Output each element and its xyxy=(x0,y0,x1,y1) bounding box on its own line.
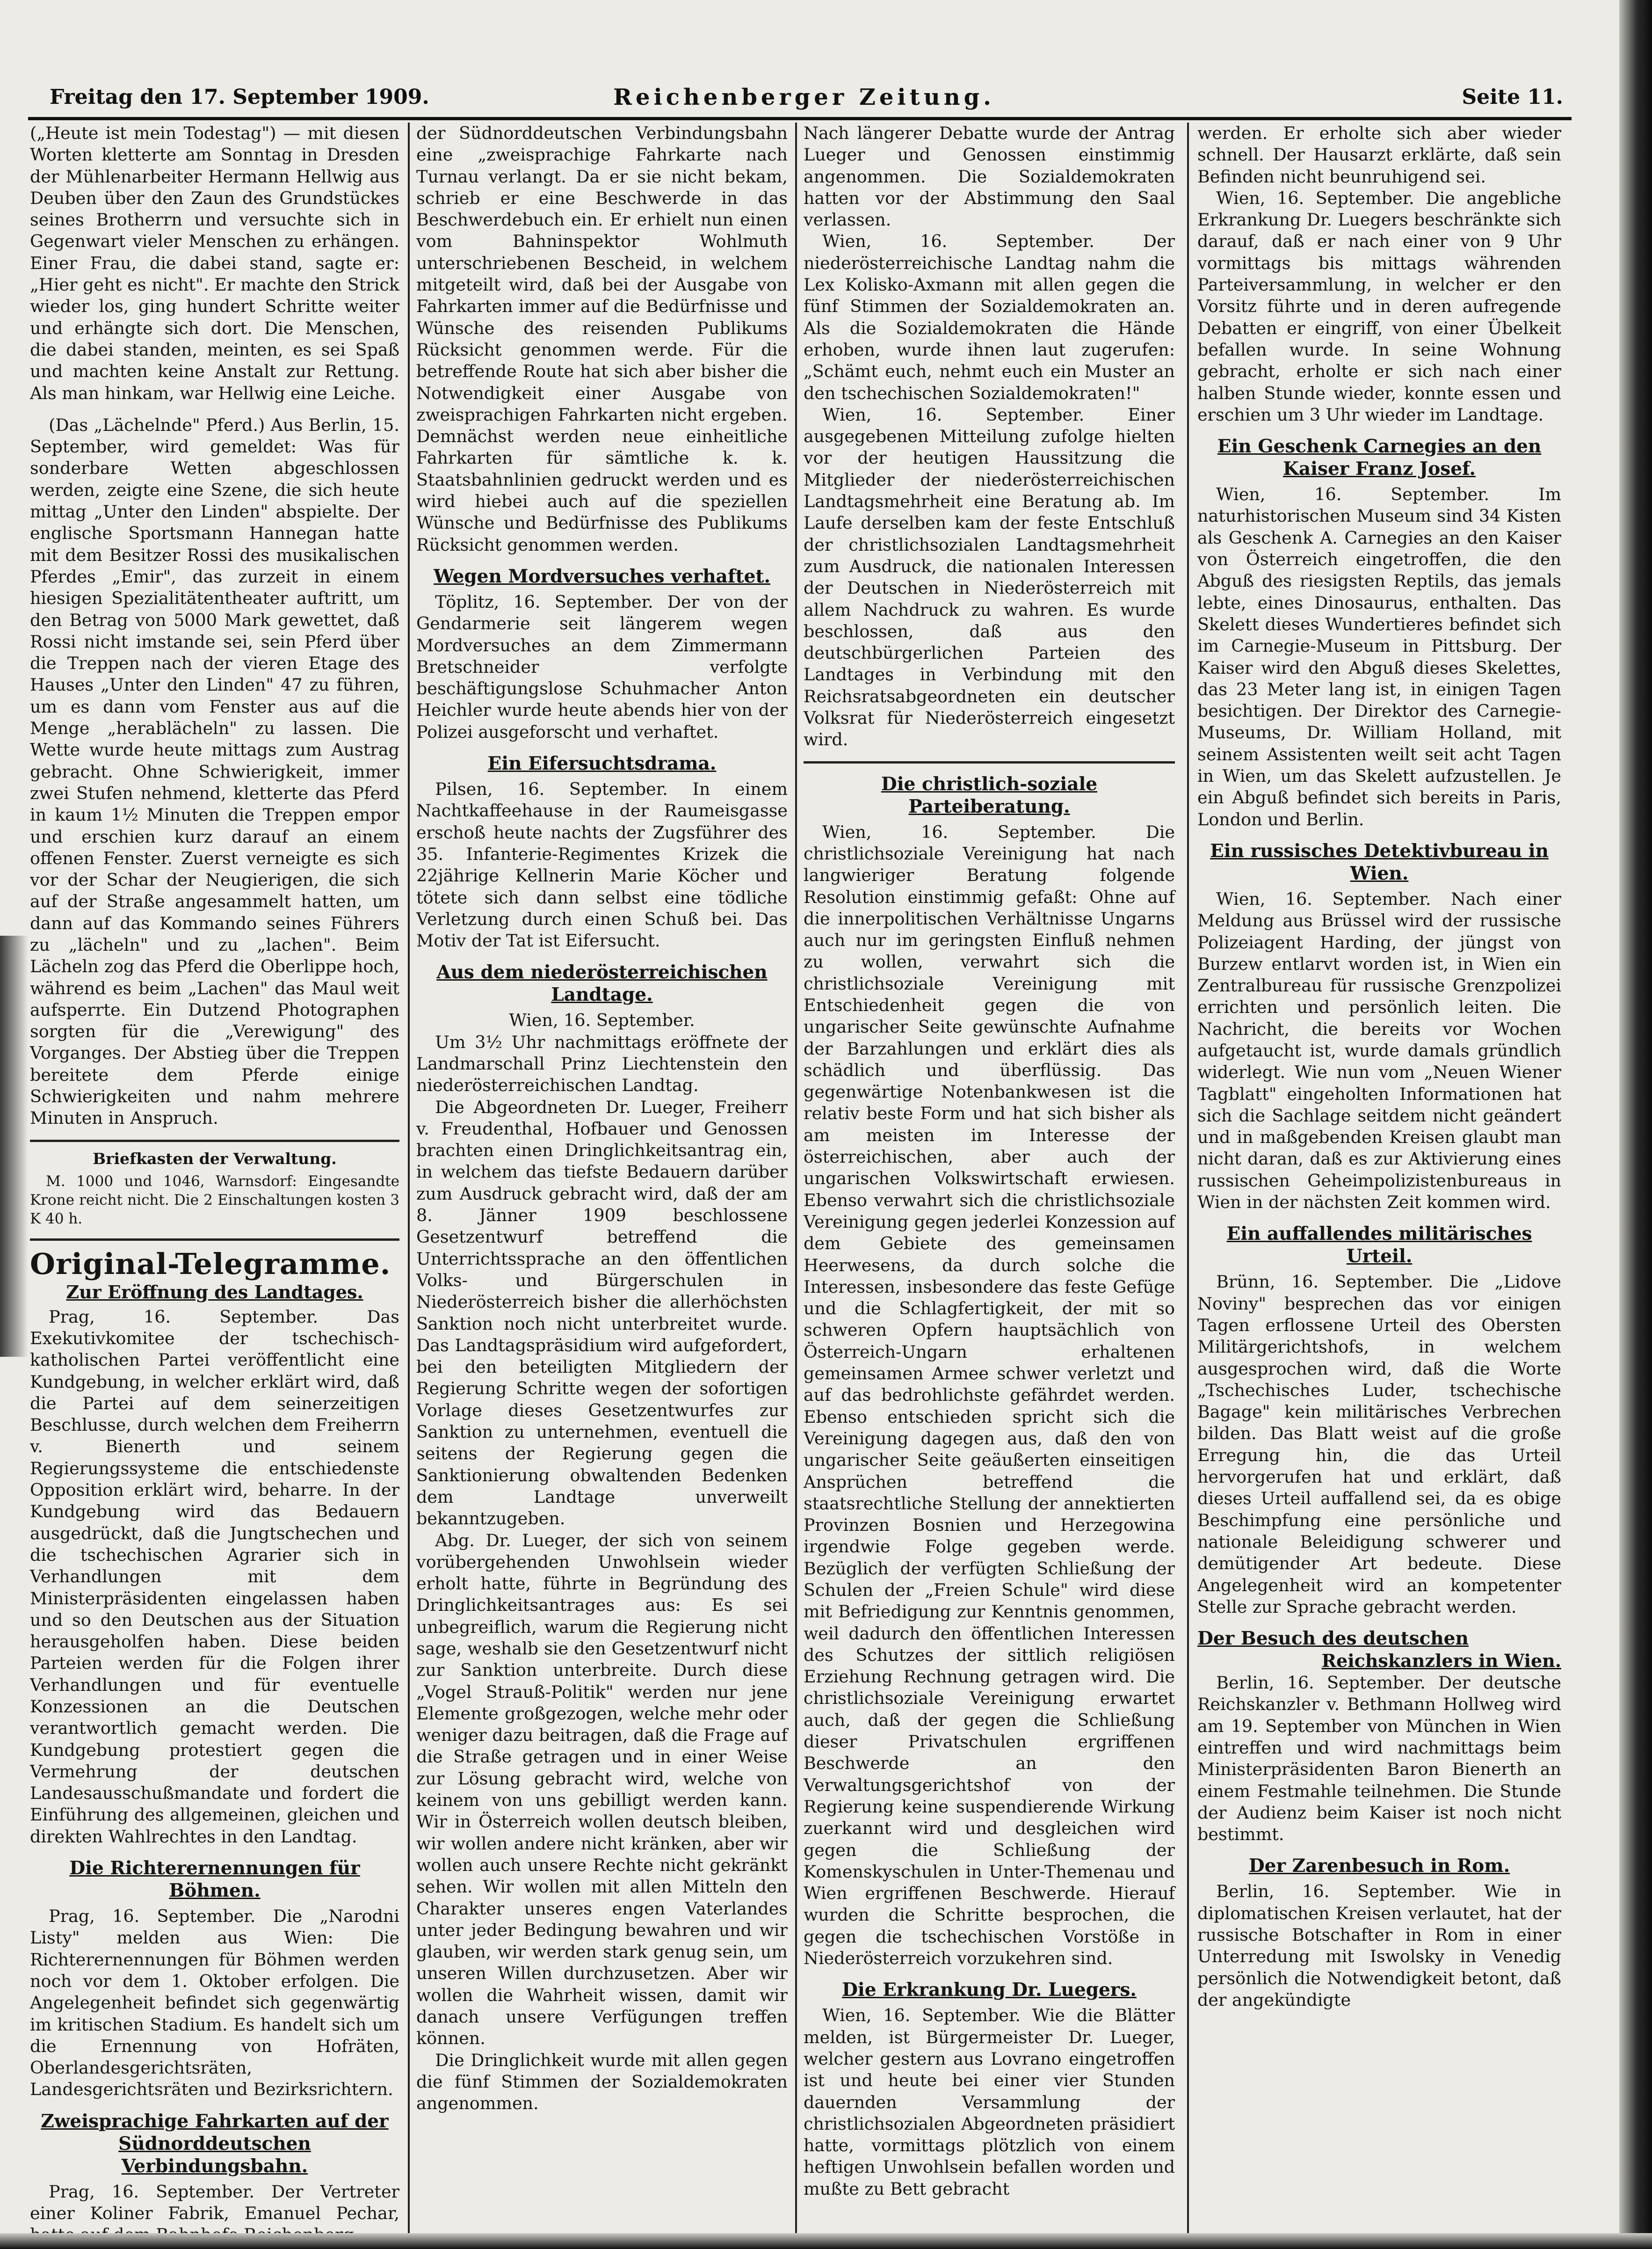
masthead-date: Freitag den 17. September 1909. xyxy=(50,85,429,109)
section-rule xyxy=(804,761,1175,764)
heading-carnegie: Ein Geschenk Carnegies an den Kaiser Franz Josef. xyxy=(1217,436,1542,480)
article-fahrkarten: Prag, 16. September. Der Vertreter einer Koliner Fabrik, Emanuel Pechar, xyxy=(30,2181,399,2224)
masthead-title: Reichenberger Zeitung. xyxy=(613,84,995,110)
article-zarenbesuch: Berlin, 16. September. Wie in diplomatischen Kreisen verlautet, hat der russische Botschafter in Rom in einer Unterredung mit Iswolsky in Venedig persönlich die Notwendigkeit betont, daß der angekündigte xyxy=(1197,1881,1561,2010)
heading-mordversuch: Wegen Mordversuches verhaftet. xyxy=(433,565,771,587)
article-detektivbureau: Wien, 16. September. Nach einer Meldung aus Brüssel wird der russische Polizeiagent Harding, der jüngst von Burzew entlarvt worden ist, in Wien ein Zentralbureau für russische Grenzpolizei errichten und persönlich leiten. Die Nachricht, die bereits vor Wochen aufgetaucht ist, wurde damals gründlich widerlegt. Wie nun vom „Neuen Wiener Tagblatt" eingeholten Informationen hat sich die Sachlage seitdem nicht geändert und in maßgebenden Kreisen glaubt man nicht daran, daß es zur Aktivierung eines russischen Geheimpolizistenbureaus in Wien in der nächsten Zeit kommen wird. xyxy=(1197,888,1561,1213)
heading-landtag-eroeffnung: Zur Eröffnung des Landtages. xyxy=(66,1281,363,1303)
notice-text: M. 1000 und 1046, Warnsdorf: Eingesandte Krone reicht nicht. Die 2 Einschaltungen kosten 3 K 40 h. xyxy=(30,1172,399,1227)
heading-reichskanzler-line2: Reichskanzlers in Wien. xyxy=(1321,1650,1561,1672)
article-lex-kolisko: Wien, 16. September. Der niederösterreichische Landtag nahm die Lex Kolisko-Axmann mit allen gegen die fünf Stimmen der Sozialdemokraten an. Als die Sozialdemokraten die Hände erhoben, wurde ihnen laut zugerufen: „Schämt euch, nehmt euch ein Muster an den tschechischen Sozialdemokraten!" xyxy=(804,231,1175,403)
scan-edge xyxy=(0,2233,1652,2249)
heading-detektivbureau: Ein russisches Detektivbureau in Wien. xyxy=(1210,840,1549,884)
article-richterernennungen: Prag, 16. September. Die „Narodni Listy" melden aus Wien: Die Richterernennungen für Böhmen werden noch vor dem 1. Oktober erfolgen. Die Angelegenheit befindet sich gegenwärtig im kritischen Stadium. Es handelt sich um die Ernennung von Hofräten, Oberlandesgerichtsräten, Landesgerichtsräten und Bezirksrichtern. xyxy=(30,1906,399,2100)
masthead-rule xyxy=(28,117,1572,120)
article-reichskanzler: Berlin, 16. September. Der deutsche Reichskanzler v. Bethmann Hollweg wird am 19. September von München in Wien eintreffen und wird nachmittags beim Ministerpräsidenten Baron Bienerth an einem Festmahle teilnehmen. Die Stunde der Audienz beim Kaiser ist noch nicht bestimmt. xyxy=(1197,1673,1561,1845)
article-landtag-cont: Nach längerer Debatte wurde der Antrag Lueger und Genossen einstimmig angenommen. Die Sozialdemokraten hatten vor der Abstimmung den Saal verlassen. xyxy=(804,123,1175,230)
article-landtag-p3: Abg. Dr. Lueger, der sich von seinem vorübergehenden Unwohlsein wieder erholt hatte, führte in Begründung des Dringlichkeitsantrages aus: Es sei unbegreiflich, warum die Regierung nicht sage, weshalb sie den Gesetzentwurf nicht zur Sanktion unterbreite. Durch diese „Vogel Strauß-Politik" werden nur jene Elemente großgezogen, welche mehr oder weniger dazu beitragen, daß die Frage auf die Straße getragen und in einer Weise zur Lösung gebracht wird, welche von keinem von uns gebilligt werden kann. Wir in Österreich wollen deutsch bleiben, wir wollen andere nicht kränken, aber wir wollen auch unsere Rechte nicht gekränkt sehen. Wir wollen mit allen Mitteln den Charakter unseres engen Vaterlandes unter jeder Bedingung bewahren und wir glauben, wir werden stark genug sein, um unseren Willen durchzusetzen. Aber wir wollen die Wahrheit wissen, damit wir danach unsere Verfügungen treffen können. xyxy=(416,1530,788,2049)
article-landtag-p4: Die Dringlichkeit wurde mit allen gegen die fünf Stimmen der Sozialdemokraten angenommen. xyxy=(416,2050,788,2114)
heading-militaerisches-urteil: Ein auffallendes militärisches Urteil. xyxy=(1226,1223,1532,1267)
section-rule xyxy=(30,1140,399,1142)
heading-fahrkarten: Zweisprachige Fahrkarten auf der Südnorddeutschen Verbindungsbahn. xyxy=(41,2110,389,2177)
article-eifersuchtsdrama: Pilsen, 16. September. In einem Nachtkaffeehause in der Raumeisgasse erschoß heute nachts der Zugsführer des 35. Infanterie-Regimentes Krizek die 22jährige Kellnerin Marie Köcher und tötete sich dann selbst eine tödliche Verletzung durch einen Schuß bei. Das Motiv der Tat ist Eifersucht. xyxy=(416,779,788,951)
heading-reichskanzler-line1: Der Besuch des deutschen xyxy=(1197,1628,1469,1650)
article-landtag-p1: Um 3½ Uhr nachmittags eröffnete der Landmarschall Prinz Liechtenstein den niederösterreichischen Landtag. xyxy=(416,1032,788,1096)
section-rule xyxy=(30,1238,399,1241)
heading-eifersuchtsdrama: Ein Eifersuchtsdrama. xyxy=(487,753,717,775)
article-militaerisches-urteil: Brünn, 16. September. Die „Lidove Noviny" besprechen das vor einigen Tagen erflossene Urteil des Obersten Militärgerichtshofs, in welchem ausgesprochen wird, daß die Worte „Tschechisches Luder, tschechische Bagage" kein militärisches Verbrechen bilden. Das Blatt weist auf die große Erregung hin, die das Urteil hervorgerufen hat und erklärt, daß dieses Urteil auffallend sei, da es obige Beschimpfung eine persönliche und nationale Beleidigung schwerer und demütigender Art bedeute. Diese Angelegenheit wird an kompetenter Stelle zur Sprache gebracht werden. xyxy=(1197,1272,1561,1617)
column-2 xyxy=(416,123,788,2228)
column-3 xyxy=(804,123,1175,2228)
column-divider xyxy=(1187,123,1189,2237)
scan-smudge xyxy=(0,936,28,1357)
article-parteiberatung: Wien, 16. September. Die christlichsoziale Vereinigung hat nach langwieriger Beratung folgende Resolution einstimmig gefaßt: Ohne auf die innerpolitischen Verhältnisse Ungarns auch nur im geringsten Einfluß nehmen zu wollen, verwahrt sich die christlichsoziale Vereinigung mit Entschiedenheit gegen die von ungarischer Seite gewünschte Aufnahme der Barzahlungen und erklärt dies als schädlich und überflüssig. Das gegenwärtige Notenbankwesen ist die relativ beste Form und hat sich bisher als am meisten im Interesse der österreichischen, aber auch der ungarischen Volkswirtschaft erwiesen. Ebenso verwahrt sich die christlichsoziale Vereinigung gegen jederlei Konzession auf dem Gebiete des gemeinsamen Heerwesens, da durch solche die Interessen, insbesondere das feste Gefüge und die Schlagfertigkeit, der mit so schweren Opfern hauptsächlich von Österreich-Ungarn erhaltenen gemeinsamen Armee schwer verletzt und auf das bedrohlichste gefährdet werden. Ebenso entschieden spricht sich die Vereinigung dagegen aus, daß den von ungarischer Seite geäußerten einseitigen Ansprüchen betreffend die staatsrechtliche Stellung der annektierten Provinzen Bosnien und Herzegowina irgendwie Folge gegeben werde. Bezüglich der verfügten Schließung der Schulen der „Freien Schule" wird diese mit Befriedigung zur Kenntnis genommen, weil dadurch den öffentlichen Interessen des Schutzes der sittlich religiösen Erziehung Rechnung getragen wird. Die christlichsoziale Vereinigung erwartet auch, daß der gegen die Schließung dieser Privatschulen ergriffenen Beschwerde an den Verwaltungsgerichtshof von der Regierung keine suspendierende Wirkung zuerkannt wird und desgleichen wird gegen die Schließung der Komenskyschulen in Unter-Themenau und Wien ergriffenen Beschwerde. Hierauf wurden die Schritte besprochen, die gegen die tschechischen Vorstöße in Niederösterreich vorzukehren sind. xyxy=(804,822,1175,1969)
heading-landtag-noe: Aus dem niederösterreichischen Landtage. xyxy=(436,961,768,1006)
article-fahrkarten-cont: der Südnorddeutschen Verbindungsbahn eine „zweisprachige Fahrkarte nach Turnau verlangt. Da er sie nicht bekam, schrieb er eine Beschwerde in das Beschwerdebuch ein. Er erhielt nun einen vom Bahninspektor Wohlmuth unterschriebenen Bescheid, in welchem mitgeteilt wird, daß bei der Ausgabe von Fahrkarten immer auf die Bedürfnisse und Wünsche des reisenden Publikums Rücksicht genommen werde. Für die betreffende Route hat sich aber bisher die Notwendigkeit einer Ausgabe von zweisprachigen Fahrkarten nicht ergeben. Demnächst werden neue einheitliche Fahrkarten für sämtliche k. k. Staatsbahnlinien gedruckt werden und es wird hiebei auch auf die speziellen Wünsche und Bedürfnisse des Publikums Rücksicht genommen werden. xyxy=(416,123,788,555)
article-lueger-cont: werden. Er erholte sich aber wieder schnell. Der Hausarzt erklärte, daß sein Befinden nicht beunruhigend sei. xyxy=(1197,123,1561,187)
notice-heading: Briefkasten der Verwaltung. xyxy=(93,1149,337,1168)
article-erkrankung-lueger: Wien, 16. September. Wie die Blätter melden, ist Bürgermeister Dr. Lueger, welcher gestern aus Lovrano eingetroffen ist und heute bei einer vier Stunden dauernden Versammlung der christlichsozialen Abgeordneten präsidiert hatte, vormittags plötzlich von einem heftigen Unwohlsein befallen worden und mußte zu Bett gebracht xyxy=(804,2005,1175,2199)
heading-erkrankung-lueger: Die Erkrankung Dr. Luegers. xyxy=(842,1979,1137,2001)
article-mordversuch: Töplitz, 16. September. Der von der Gendarmerie seit längerem wegen Mordversuches an dem Zimmermann Bretschneider verfolgte beschäftigungslose Schuhmacher Anton Heichler wurde heute abends hier von der Polizei ausgeforscht und verhaftet. xyxy=(416,591,788,742)
masthead xyxy=(45,83,1563,116)
heading-zarenbesuch: Der Zarenbesuch in Rom. xyxy=(1248,1855,1510,1877)
article-carnegie: Wien, 16. September. Im naturhistorischen Museum sind 34 Kisten als Geschenk A. Carnegies an den Kaiser von Österreich eingetroffen, die den Abguß des riesigsten Reptils, das jemals lebte, eines Dinosaurus, enthalten. Das Skelett dieses Wundertieres befindet sich im Carnegie-Museum in Pittsburg. Der Kaiser wird den Abguß dieses Skelettes, das 23 Meter lang ist, in einigen Tagen besichtigen. Der Direktor des Carnegie-Museums, Dr. William Holland, mit seinem Assistenten weilt seit acht Tagen in Wien, um das Skelett aufzustellen. Je ein Abguß befindet sich bereits in Paris, London und Berlin. xyxy=(1197,484,1561,830)
column-4 xyxy=(1197,123,1561,2228)
section-title-telegramme: Original-Telegramme. xyxy=(30,1246,391,1281)
column-divider xyxy=(408,123,410,2237)
article-volksrat: Wien, 16. September. Einer ausgegebenen Mitteilung zufolge hielten vor der heutigen Haussitzung die Mitglieder der niederösterreichischen Landtagsmehrheit eine Beratung ab. Im Laufe derselben kam der feste Entschluß der christlichsozialen Landtagsmehrheit zum Ausdruck, die nationalen Interessen der Deutschen in Niederösterreich mit allem Nachdruck zu wahren. Es wurde beschlossen, daß aus den deutschbürgerlichen Parteien des Landtages in Verbindung mit den Reichsratsabgeordneten ein deutscher Volksrat für Niederösterreich eingesetzt wird. xyxy=(804,404,1175,750)
dateline: Wien, 16. September. xyxy=(509,1010,695,1031)
heading-parteiberatung: Die christlich-soziale Parteiberatung. xyxy=(881,773,1098,817)
masthead-page-number: Seite 11. xyxy=(1462,85,1563,109)
column-divider xyxy=(795,123,797,2237)
scan-edge xyxy=(1619,0,1652,2249)
column-1 xyxy=(30,123,399,2228)
article-landtag-p2: Die Abgeordneten Dr. Lueger, Freiherr v. Freudenthal, Hofbauer und Genossen brachten einen Dringlichkeitsantrag ein, in welchem das tiefste Bedauern darüber zum Ausdruck gebracht wird, daß der am 8. Jänner 1909 beschlossene Gesetzentwurf betreffend die Unterrichtssprache an den öffentlichen Volks- und Bürgerschulen in Niederösterreich bisher die allerhöchsten Sanktion noch nicht unterbreitet wurde. Das Landtagspräsidium wird aufgefordert, bei den beteiligten Mitgliedern der Regierung Schritte wegen der sofortigen Vorlage dieses Gesetzentwurfes zur Sanktion zu unternehmen, eventuell die seitens der Regierung gegen die Sanktionierung obwaltenden Bedenken dem Landtage unverweilt bekanntzugeben. xyxy=(416,1097,788,1529)
article-lueger-update: Wien, 16. September. Die angebliche Erkrankung Dr. Luegers beschränkte sich darauf, daß er nach einer von 9 Uhr vormittags bis mittags währenden Parteiversammlung, in welcher er den Vorsitz führte und in deren aufregende Debatten er eingriff, von einer Übelkeit befallen wurde. In seine Wohnung gebracht, erholte er sich nach einer halben Stunde wieder, konnte essen und erschien um 3 Uhr wieder im Landtage. xyxy=(1197,188,1561,425)
article-laechelndes-pferd: (Das „Lächelnde" Pferd.) Aus Berlin, 15. September, wird gemeldet: Was für sonderbare Wetten abgeschlossen werden, zeigte eine Szene, die sich heute mittag „Unter den Linden" abspielte. Der englische Sportsmann Hannegan hatte mit dem Besitzer Rossi des musikalischen Pferdes „Emir", das zurzeit in einem hiesigen Spezialitätentheater auftritt, um den Betrag von 5000 Mark gewettet, daß Rossi nicht imstande sei, sein Pferd über die Treppen nach der vieren Etage des Hauses „Unter den Linden" 47 zu führen, um es dann vom Fenster aus auf die Menge „herablächeln" zu lassen. Die Wette wurde heute mittags zum Austrag gebracht. Ohne Schwierigkeit, immer zwei Stufen nehmend, kletterte das Pferd in kaum 1½ Minuten die Treppen empor und erschien kurz darauf an einem offenen Fenster. Zuerst verneigte es sich vor der Schar der Neugierigen, die sich auf der Straße angesammelt hatten, um dann auf das Kommando seines Führers zu „lächeln" und zu „lachen". Beim Lächeln zog das Pferd die Oberlippe hoch, während es beim „Lachen" das Maul weit aufsperrte. Ein Dutzend Photographen sorgten für die „Verewigung" des Vorganges. Der Abstieg über die Treppen bereitete dem Pferde einige Schwierigkeiten und nahm mehrere Minuten in Anspruch. xyxy=(30,415,399,1128)
article-landtag-eroeffnung: Prag, 16. September. Das Exekutivkomitee der tschechisch-katholischen Partei veröffentlicht eine Kundgebung, in welcher erklärt wird, daß die Partei auf dem seinerzeitigen Beschlusse, durch welchen dem Freiherrn v. Bienerth und seinem Regierungssysteme die entschiedenste Opposition erklärt wird, beharre. In der Kundgebung wird das Bedauern ausgedrückt, daß die Jungtschechen und die tschechischen Agrarier sich in Verhandlungen mit dem Ministerpräsidenten eingelassen haben und so den Deutschen aus der Situation herausgeholfen haben. Diese beiden Parteien werden für die Folgen ihrer Verhandlungen und für eventuelle Konzessionen an die Deutschen verantwortlich gemacht werden. Die Kundgebung protestiert gegen die Vermehrung der deutschen Landesausschußmandate und fordert die Einführung des allgemeinen, gleichen und direkten Wahlrechtes in den Landtag. xyxy=(30,1306,399,1847)
article-todestag: („Heute ist mein Todestag") — mit diesen Worten kletterte am Sonntag in Dresden der Mühlenarbeiter Hermann Hellwig aus Deuben über den Zaun des Grundstückes seines Brotherrn und versuchte sich in Gegenwart vieler Menschen zu erhängen. Einer Frau, die dabei stand, sagte er: „Hier geht es nicht". Er machte den Strick wieder los, ging hundert Schritte weiter und erhängte sich dort. Die Menschen, die dabei standen, meinten, es sei Spaß und machten keine Anstalt zur Rettung. Als man hinkam, war Hellwig eine Leiche. xyxy=(30,123,399,403)
heading-richterernennungen: Die Richterernennungen für Böhmen. xyxy=(69,1857,360,1902)
